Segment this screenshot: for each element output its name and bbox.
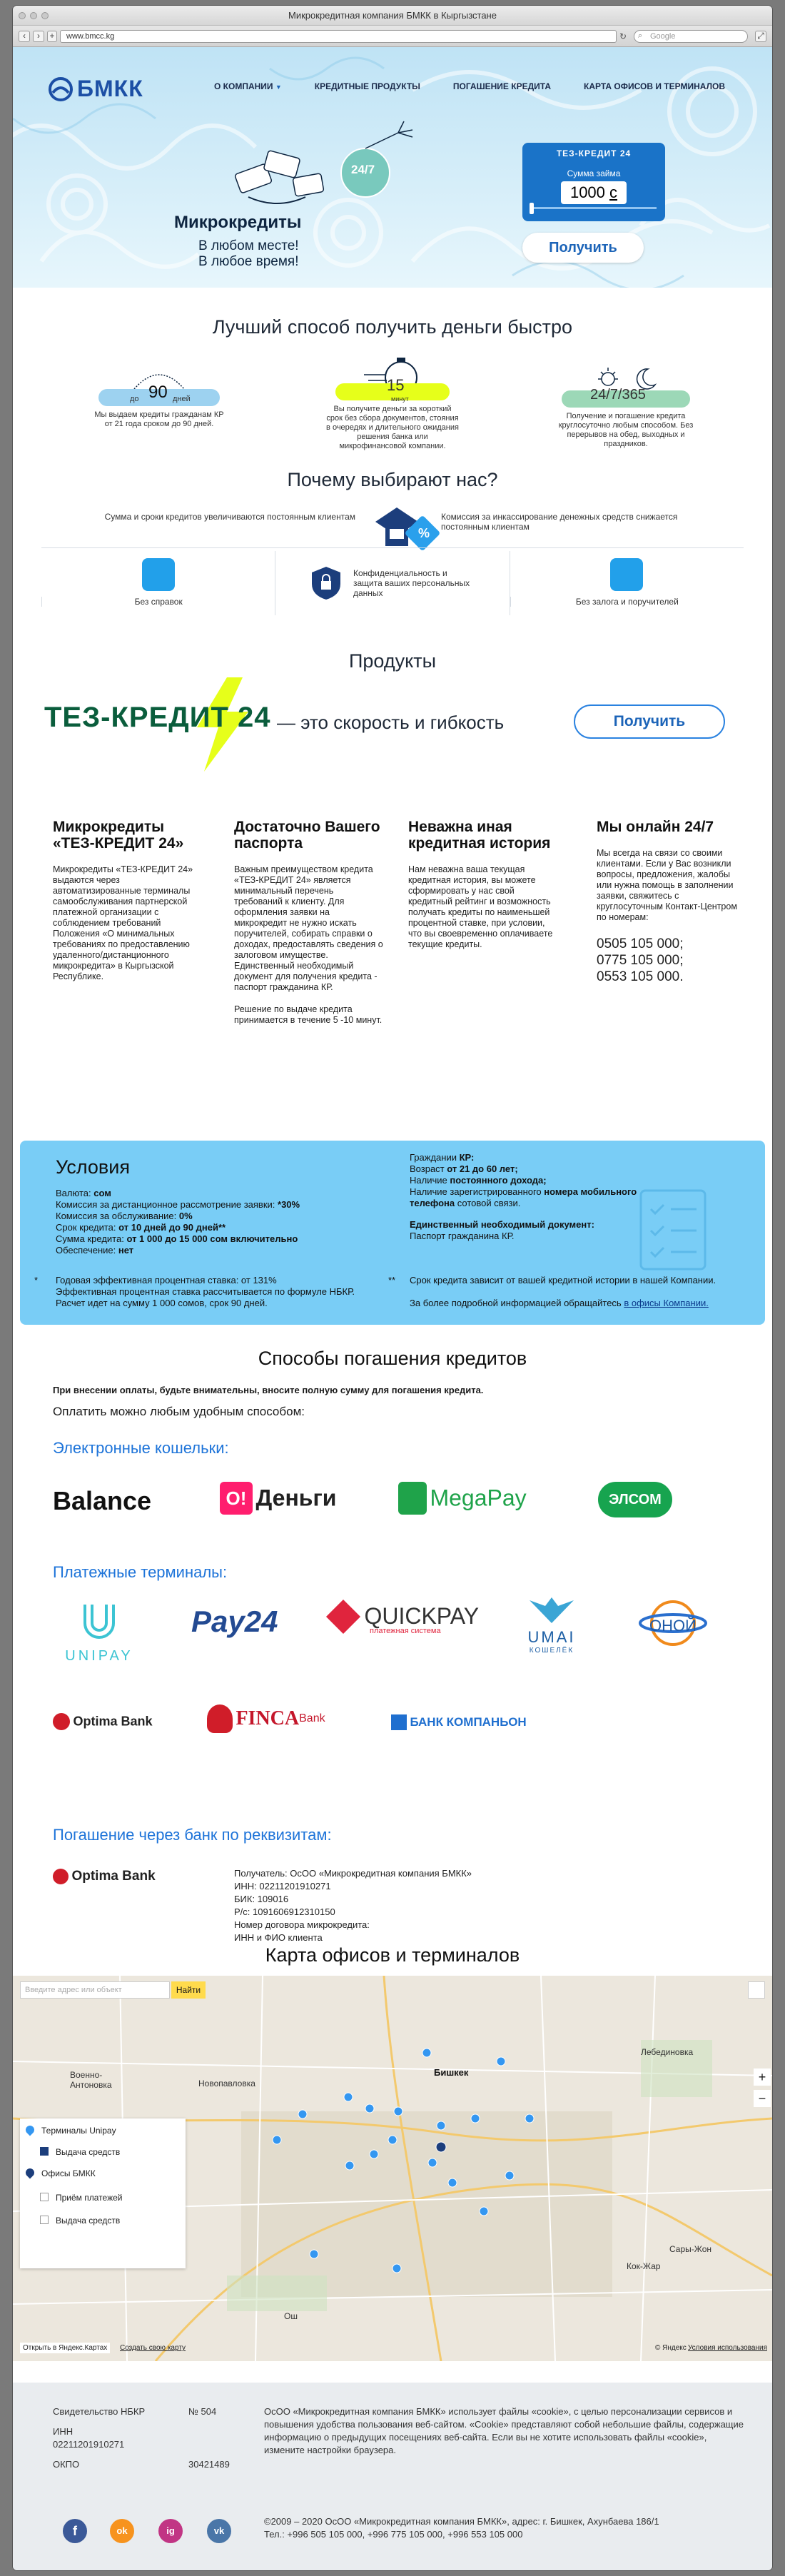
instagram-icon[interactable]: ig — [158, 2519, 183, 2543]
phone-list — [597, 936, 746, 985]
requisite: Номер договора микрокредита: — [234, 1919, 370, 1930]
place-label: Новопавловка — [198, 2079, 255, 2088]
cond-row — [56, 1199, 300, 1211]
cond-row — [56, 1245, 300, 1256]
odnoklassniki-icon[interactable]: ok — [110, 2519, 134, 2543]
loan-title: ТЕЗ-КРЕДИТ 24 — [556, 148, 632, 158]
wallet-elsom[interactable]: ЭЛСОМ — [598, 1482, 672, 1517]
kompanion-icon — [391, 1714, 407, 1730]
nav-about-label: О КОМПАНИИ — [214, 81, 273, 91]
nav-about[interactable] — [214, 81, 282, 91]
wallet-megapay[interactable] — [398, 1482, 527, 1515]
legend-item[interactable]: Офисы БМКК — [41, 2168, 96, 2178]
hero-subtitle-1: В любом месте! — [198, 238, 299, 253]
footer-cookie: ОсОО «Микрокредитная компания БМКК» использует файлы «cookie», с целью персонализации сервисов и повышения удобства пользования веб-сайтом. «Cookie» представляют собой небольшие файлы, содержащие информацию о предыдущих посещениях веб-сайта. Если вы не хотите использовать файлы «cookie», измените настройки браузера. — [264, 2406, 744, 2455]
cond-value: от 10 дней до 90 дней** — [118, 1222, 226, 1233]
sidebar-icon[interactable]: ⤢ — [755, 31, 766, 42]
place-label: Кок-Жар — [627, 2261, 661, 2271]
products-title: Продукты — [349, 650, 436, 672]
zoom-in-icon[interactable]: + — [754, 2069, 771, 2086]
note3-text: За более подробной информацией обращайтесь — [410, 1298, 622, 1308]
conditions-right — [410, 1152, 638, 1242]
requisite: Получатель: ОсОО «Микрокредитная компания БМКК» — [234, 1868, 472, 1879]
wallet-label: MegaPay — [430, 1485, 527, 1511]
nav-repayment[interactable]: ПОГАШЕНИЕ КРЕДИТА — [452, 81, 552, 91]
logo-icon — [49, 77, 73, 101]
cond-key: Единственный необходимый документ: — [410, 1219, 594, 1230]
yandex-map[interactable] — [13, 1976, 772, 2361]
legend-item[interactable]: Выдача средств — [56, 2216, 121, 2226]
loan-amount-input[interactable] — [561, 181, 627, 204]
document-icon — [142, 558, 175, 591]
info-section — [13, 819, 772, 1089]
terminal-umai[interactable] — [512, 1596, 591, 1655]
legend-pin-icon — [26, 2168, 34, 2179]
terminal-label: Optima Bank — [73, 1714, 153, 1729]
info-title: Достаточно Вашего паспорта — [234, 819, 380, 852]
browser-toolbar — [13, 26, 772, 47]
requisite: БИК: 109016 — [234, 1894, 289, 1904]
map-title: Карта офисов и терминалов — [265, 1944, 520, 1966]
suffix-label: минут — [391, 395, 409, 403]
place-label: Военно-Антоновка — [70, 2070, 112, 2090]
place-label: Бишкек — [434, 2067, 469, 2078]
product-slogan: — это скорость и гибкость — [277, 712, 505, 733]
get-loan-button[interactable]: Получить — [522, 233, 644, 263]
close-icon[interactable] — [19, 12, 26, 19]
best-way-section — [13, 288, 772, 469]
note2-mark: ** — [388, 1275, 396, 1286]
terminal-pay24[interactable]: Pay24 — [191, 1605, 278, 1638]
note3 — [410, 1298, 752, 1309]
wallet-o-dengi[interactable] — [220, 1482, 336, 1515]
nav-map[interactable]: КАРТА ОФИСОВ И ТЕРМИНАЛОВ — [584, 81, 725, 91]
feature-text: Вы получите деньги за короткий срок без сбора документов, стояния в очередях и длительного ожидания решения банка или микрофинансовой компании. — [326, 405, 459, 450]
finca-icon — [207, 1704, 233, 1733]
loan-label: Сумма займа — [567, 168, 621, 178]
cond-value: 0% — [178, 1211, 193, 1221]
why-icons — [361, 500, 440, 557]
hero-subtitle-2: В любое время! — [198, 254, 299, 269]
note1 — [56, 1275, 363, 1309]
phone-1[interactable]: 0505 105 000; — [597, 936, 684, 951]
map-legend — [20, 2118, 186, 2268]
requisite: ИНН: 02211201910271 — [234, 1881, 331, 1891]
cond-row — [56, 1233, 300, 1245]
why-section — [13, 469, 772, 633]
info-text: Важным преимуществом кредита «ТЕЗ-КРЕДИТ 24» является минимальный перечень требований к клиенту. Для оформления заявки на микрокредит не нужно искать поручителей, собирать справки о доходах, предоставлять сведения о залоговом имуществе. Единственный необходимый документ для получения кредита - паспорт гражданина КР. — [234, 864, 383, 992]
highlight-15: 15 — [387, 376, 405, 394]
hero — [13, 47, 772, 288]
legend-pin-icon — [26, 2126, 34, 2136]
cond-key: Паспорт гражданина КР. — [410, 1231, 515, 1241]
note1-line: Годовая эффективная процентная ставка: от 131% — [56, 1275, 277, 1286]
conditions-panel — [20, 1141, 765, 1325]
quickpay-icon — [326, 1599, 360, 1633]
cond-key: Наличие зарегистрированного — [410, 1186, 542, 1197]
cond-key: Наличие — [410, 1175, 447, 1186]
cond-value: постоянного дохода; — [450, 1175, 547, 1186]
cond-key: Обеспечение: — [56, 1245, 116, 1256]
logo[interactable] — [49, 76, 143, 102]
item-label: Без справок — [41, 597, 275, 607]
search-icon: ⌕ — [638, 31, 643, 40]
cond-key: Комиссия за обслуживание: — [56, 1211, 177, 1221]
hero-title: Микрокредиты — [174, 213, 302, 232]
checkbox-checked[interactable] — [40, 2147, 49, 2156]
wallet-label: Деньги — [255, 1485, 337, 1511]
highlight-90: 90 — [148, 383, 168, 402]
footer-registry — [53, 2405, 231, 2471]
badge-247: 24/7 — [351, 163, 375, 176]
main-nav — [214, 81, 725, 91]
legend-item[interactable]: Терминалы Unipay — [41, 2126, 116, 2136]
cond-value: КР: — [459, 1152, 475, 1163]
terminal-label: QUICKPAY — [364, 1603, 480, 1629]
footer-phones: Тел.: +996 505 105 000, +996 775 105 000, +996 553 105 000 — [264, 2529, 523, 2540]
conditions-title: Условия — [56, 1156, 130, 1178]
item-no-certificates — [41, 551, 275, 615]
map-search-button[interactable]: Найти — [171, 1981, 206, 1999]
feature-text: Получение и погашение кредита круглосуточно любым способом. Без перерывов на обед, выходных и праздников. — [558, 412, 694, 448]
best-way-title: Лучший способ получить деньги быстро — [212, 316, 573, 338]
window-title: Микрокредитная компания БМКК в Кыргызстане — [288, 10, 497, 21]
terminals-title: Платежные терминалы: — [53, 1563, 228, 1581]
address-bar[interactable]: www.bmcc.kg — [60, 30, 617, 43]
item-label: Конфиденциальность и защита ваших персональных данных — [353, 568, 470, 598]
prefix-label: до — [130, 395, 139, 403]
repay-title: Способы погашения кредитов — [258, 1348, 527, 1369]
feature-247365 — [558, 362, 694, 449]
footer-value: 02211201910271 — [53, 2439, 125, 2450]
cond-key: Срок кредита: — [56, 1222, 116, 1233]
repay-intro: Оплатить можно любым удобным способом: — [53, 1405, 305, 1418]
facebook-icon[interactable]: f — [63, 2519, 87, 2543]
get-product-button[interactable]: Получить — [574, 704, 725, 739]
conditions-left — [56, 1188, 300, 1256]
cond-row — [56, 1211, 300, 1222]
loan-slider-handle[interactable] — [530, 203, 534, 214]
place-label: Ош — [284, 2311, 298, 2321]
cond-key: Комиссия за дистанционное рассмотрение заявки: — [56, 1199, 275, 1210]
chevron-down-icon: ▼ — [275, 84, 282, 91]
note1-desc: Эффективная процентная ставка рассчитывается по формуле НБКР. Расчет идет на сумму 1 000 сомов, срок 90 дней. — [56, 1286, 355, 1308]
logo-text: БМКК — [77, 76, 143, 101]
footer-value: № 504 — [188, 2406, 217, 2417]
cond-value: от 21 до 60 лет; — [447, 1163, 518, 1174]
repay-warning: При внесении оплаты, будьте внимательны, вносите полную сумму для погашения кредита. — [53, 1385, 484, 1395]
terminal-quickpay[interactable] — [331, 1603, 479, 1635]
products-section — [13, 633, 772, 819]
item-label: Без залога и поручителей — [510, 597, 744, 607]
cond-value: номера мобильного телефона — [410, 1186, 637, 1208]
feature-pill — [98, 383, 220, 406]
hero-subtitle — [198, 238, 299, 270]
bank-title: Погашение через банк по реквизитам: — [53, 1826, 332, 1844]
footer-key: Свидетельство НБКР — [53, 2406, 146, 2417]
sun-moon-icon — [587, 362, 665, 390]
legend-item[interactable]: Выдача средств — [56, 2147, 121, 2157]
info-title: Микрокредиты «ТЕЗ-КРЕДИТ 24» — [53, 819, 184, 852]
browser-window — [13, 6, 772, 2570]
cond-row — [56, 1188, 300, 1199]
feature-text: Мы выдаем кредиты гражданам КР от 21 года сроком до 90 дней. — [94, 410, 224, 428]
search-placeholder: Google — [650, 32, 676, 41]
note2: Срок кредита зависит от вашей кредитной истории в нашей Компании. — [410, 1275, 716, 1286]
checkbox[interactable] — [40, 2193, 49, 2201]
checkbox[interactable] — [40, 2216, 49, 2224]
search-input[interactable] — [634, 30, 748, 43]
why-title: Почему выбирают нас? — [287, 469, 498, 490]
svg-text:%: % — [418, 526, 430, 540]
info-text: Нам неважна ваша текущая кредитная история, вы можете сформировать у нас свой кредитный рейтинг и возможность получать кредиты по наименьшей процентной ставке, при условии, что вы своевременно оплачиваете текущие кредиты. — [408, 864, 553, 949]
info-title: Неважна иная кредитная история — [408, 819, 551, 852]
feature-90-days — [91, 368, 227, 429]
requisite: Р/с: 1091606912310150 — [234, 1906, 335, 1917]
checklist-icon — [634, 1183, 719, 1276]
requisites — [234, 1867, 472, 1944]
footer-key: ОКПО — [53, 2459, 80, 2470]
loan-slider-track[interactable] — [531, 207, 657, 209]
fullscreen-icon[interactable] — [748, 1981, 765, 1999]
terminal-label: FINCA — [236, 1707, 300, 1729]
divider — [41, 547, 744, 548]
terminal-label: БАНК КОМПАНЬОН — [410, 1715, 527, 1729]
terminal-label: UNIPAY — [65, 1648, 133, 1664]
note1-mark: * — [34, 1275, 39, 1286]
terminal-sublabel: платежная система — [370, 1627, 441, 1635]
legend-item[interactable]: Приём платежей — [56, 2193, 123, 2203]
why-right-text: Комиссия за инкассирование денежных средств снижается постоянным клиентам — [441, 512, 678, 532]
page-content — [13, 47, 772, 1089]
cond-row — [56, 1222, 300, 1233]
umai-bird-icon — [527, 1596, 577, 1625]
feature-pill — [335, 376, 450, 403]
footer-value: 30421489 — [188, 2459, 230, 2470]
cond-value: *30% — [278, 1199, 300, 1210]
cond-key: Сумма кредита: — [56, 1233, 124, 1244]
terminal-finca[interactable] — [207, 1704, 325, 1733]
optima-icon — [53, 1869, 69, 1884]
nav-products[interactable]: КРЕДИТНЫЕ ПРОДУКТЫ — [314, 81, 420, 91]
map-search-input[interactable]: Введите адрес или объект — [20, 1981, 170, 1999]
wallet-icon — [398, 1482, 427, 1515]
info-title: Мы онлайн 24/7 — [597, 819, 714, 835]
terminal-kompanion[interactable] — [391, 1714, 527, 1730]
product-name: ТЕЗ-КРЕДИТ 24 — [44, 702, 271, 733]
window-titlebar — [13, 6, 772, 26]
terminal-sublabel: Bank — [299, 1712, 325, 1724]
terminal-optima[interactable] — [53, 1713, 152, 1730]
add-tab-icon[interactable]: + — [47, 31, 57, 42]
info-col-2 — [234, 819, 384, 1026]
cond-key: Граждании — [410, 1152, 457, 1163]
zoom-icon[interactable] — [41, 12, 49, 19]
bank-optima[interactable] — [53, 1869, 156, 1884]
info-text: Мы всегда на связи со своими клиентами. Если у Вас возникли вопросы, предложения, жалобы или нужна помощь в заполнении заявки, свяжитесь с круглосуточным Контакт-Центром по номерам: — [597, 848, 737, 922]
place-label: Сары-Жон — [669, 2244, 712, 2254]
phone-2[interactable]: 0775 105 000; — [597, 953, 684, 968]
why-items — [41, 551, 744, 615]
requisite: ИНН и ФИО клиента — [234, 1932, 323, 1943]
cond-value: от 1 000 до 15 000 сом включительно — [126, 1233, 298, 1244]
info-col-1 — [53, 819, 203, 982]
forward-icon[interactable]: › — [33, 31, 44, 42]
terminal-onoy[interactable] — [634, 1595, 712, 1635]
feature-15-min — [325, 356, 460, 451]
reload-icon[interactable]: ↻ — [619, 31, 627, 41]
lock-shield-icon — [310, 565, 342, 601]
back-icon[interactable]: ‹ — [19, 31, 30, 42]
minimize-icon[interactable] — [30, 12, 37, 19]
wallet-balance[interactable]: Balance — [53, 1486, 152, 1515]
terminal-sublabel: КОШЕЛЁК — [529, 1647, 574, 1655]
wallets-title: Электронные кошельки: — [53, 1439, 229, 1457]
cond-key: Возраст — [410, 1163, 445, 1174]
highlight-247365: 24/7/365 — [590, 387, 646, 403]
item-no-collateral — [510, 551, 744, 615]
footer-key: ИНН — [53, 2426, 74, 2437]
open-in-yandex-link[interactable]: Открыть в Яндекс.Картах — [20, 2343, 110, 2353]
place-label: Лебединовка — [641, 2047, 694, 2057]
footer-copyright: ©2009 – 2020 ОсОО «Микрокредитная компания БМКК», адрес: г. Бишкек, Ахунбаева 186/1 — [264, 2516, 659, 2527]
cond-value: нет — [118, 1245, 134, 1256]
bank-label: Optima Bank — [71, 1869, 156, 1884]
cond-value: сом — [93, 1188, 111, 1198]
o-icon: O! — [220, 1482, 253, 1515]
map-copyright: © Яндекс — [655, 2344, 687, 2352]
phone-3[interactable]: 0553 105 000. — [597, 969, 684, 984]
coins-icon — [610, 558, 643, 591]
cond-tail: сотовой связи. — [457, 1198, 521, 1208]
loan-calculator — [522, 143, 665, 221]
item-privacy — [275, 551, 509, 615]
currency-label: с — [609, 183, 618, 201]
cond-key: Валюта: — [56, 1188, 91, 1198]
loan-amount-value: 1000 — [569, 183, 605, 201]
vk-icon[interactable]: vk — [207, 2519, 231, 2543]
optima-icon — [53, 1713, 70, 1730]
info-col-3 — [408, 819, 558, 950]
suffix-label: дней — [173, 395, 191, 403]
feature-pill — [562, 387, 690, 408]
why-left-text: Сумма и сроки кредитов увеличиваются постоянным клиентам — [104, 512, 355, 522]
unipay-icon — [78, 1602, 121, 1645]
info-text-2: Решение по выдаче кредита принимается в течение 5 -10 минут. — [234, 1004, 383, 1025]
map-terms-link[interactable]: Условия использования — [688, 2344, 767, 2352]
terminal-label: UMAI — [527, 1628, 576, 1646]
terminal-unipay[interactable] — [53, 1602, 146, 1665]
zoom-out-icon[interactable]: − — [754, 2090, 771, 2107]
create-map-link[interactable]: Создать свою карту — [120, 2344, 186, 2352]
offices-link[interactable]: в офисы Компании. — [624, 1298, 709, 1308]
terminal-label: ОНОЙ — [649, 1617, 697, 1635]
info-text: Микрокредиты «ТЕЗ-КРЕДИТ 24» выдаются через автоматизированные терминалы самообслуживания партнерской платежной организации с соблюдением требований Положения «О минимальных требованиях по предоставлению удаленного/дистанционного микрокредита» в Кыргызской Республике. — [53, 864, 193, 981]
info-col-4 — [597, 819, 746, 985]
